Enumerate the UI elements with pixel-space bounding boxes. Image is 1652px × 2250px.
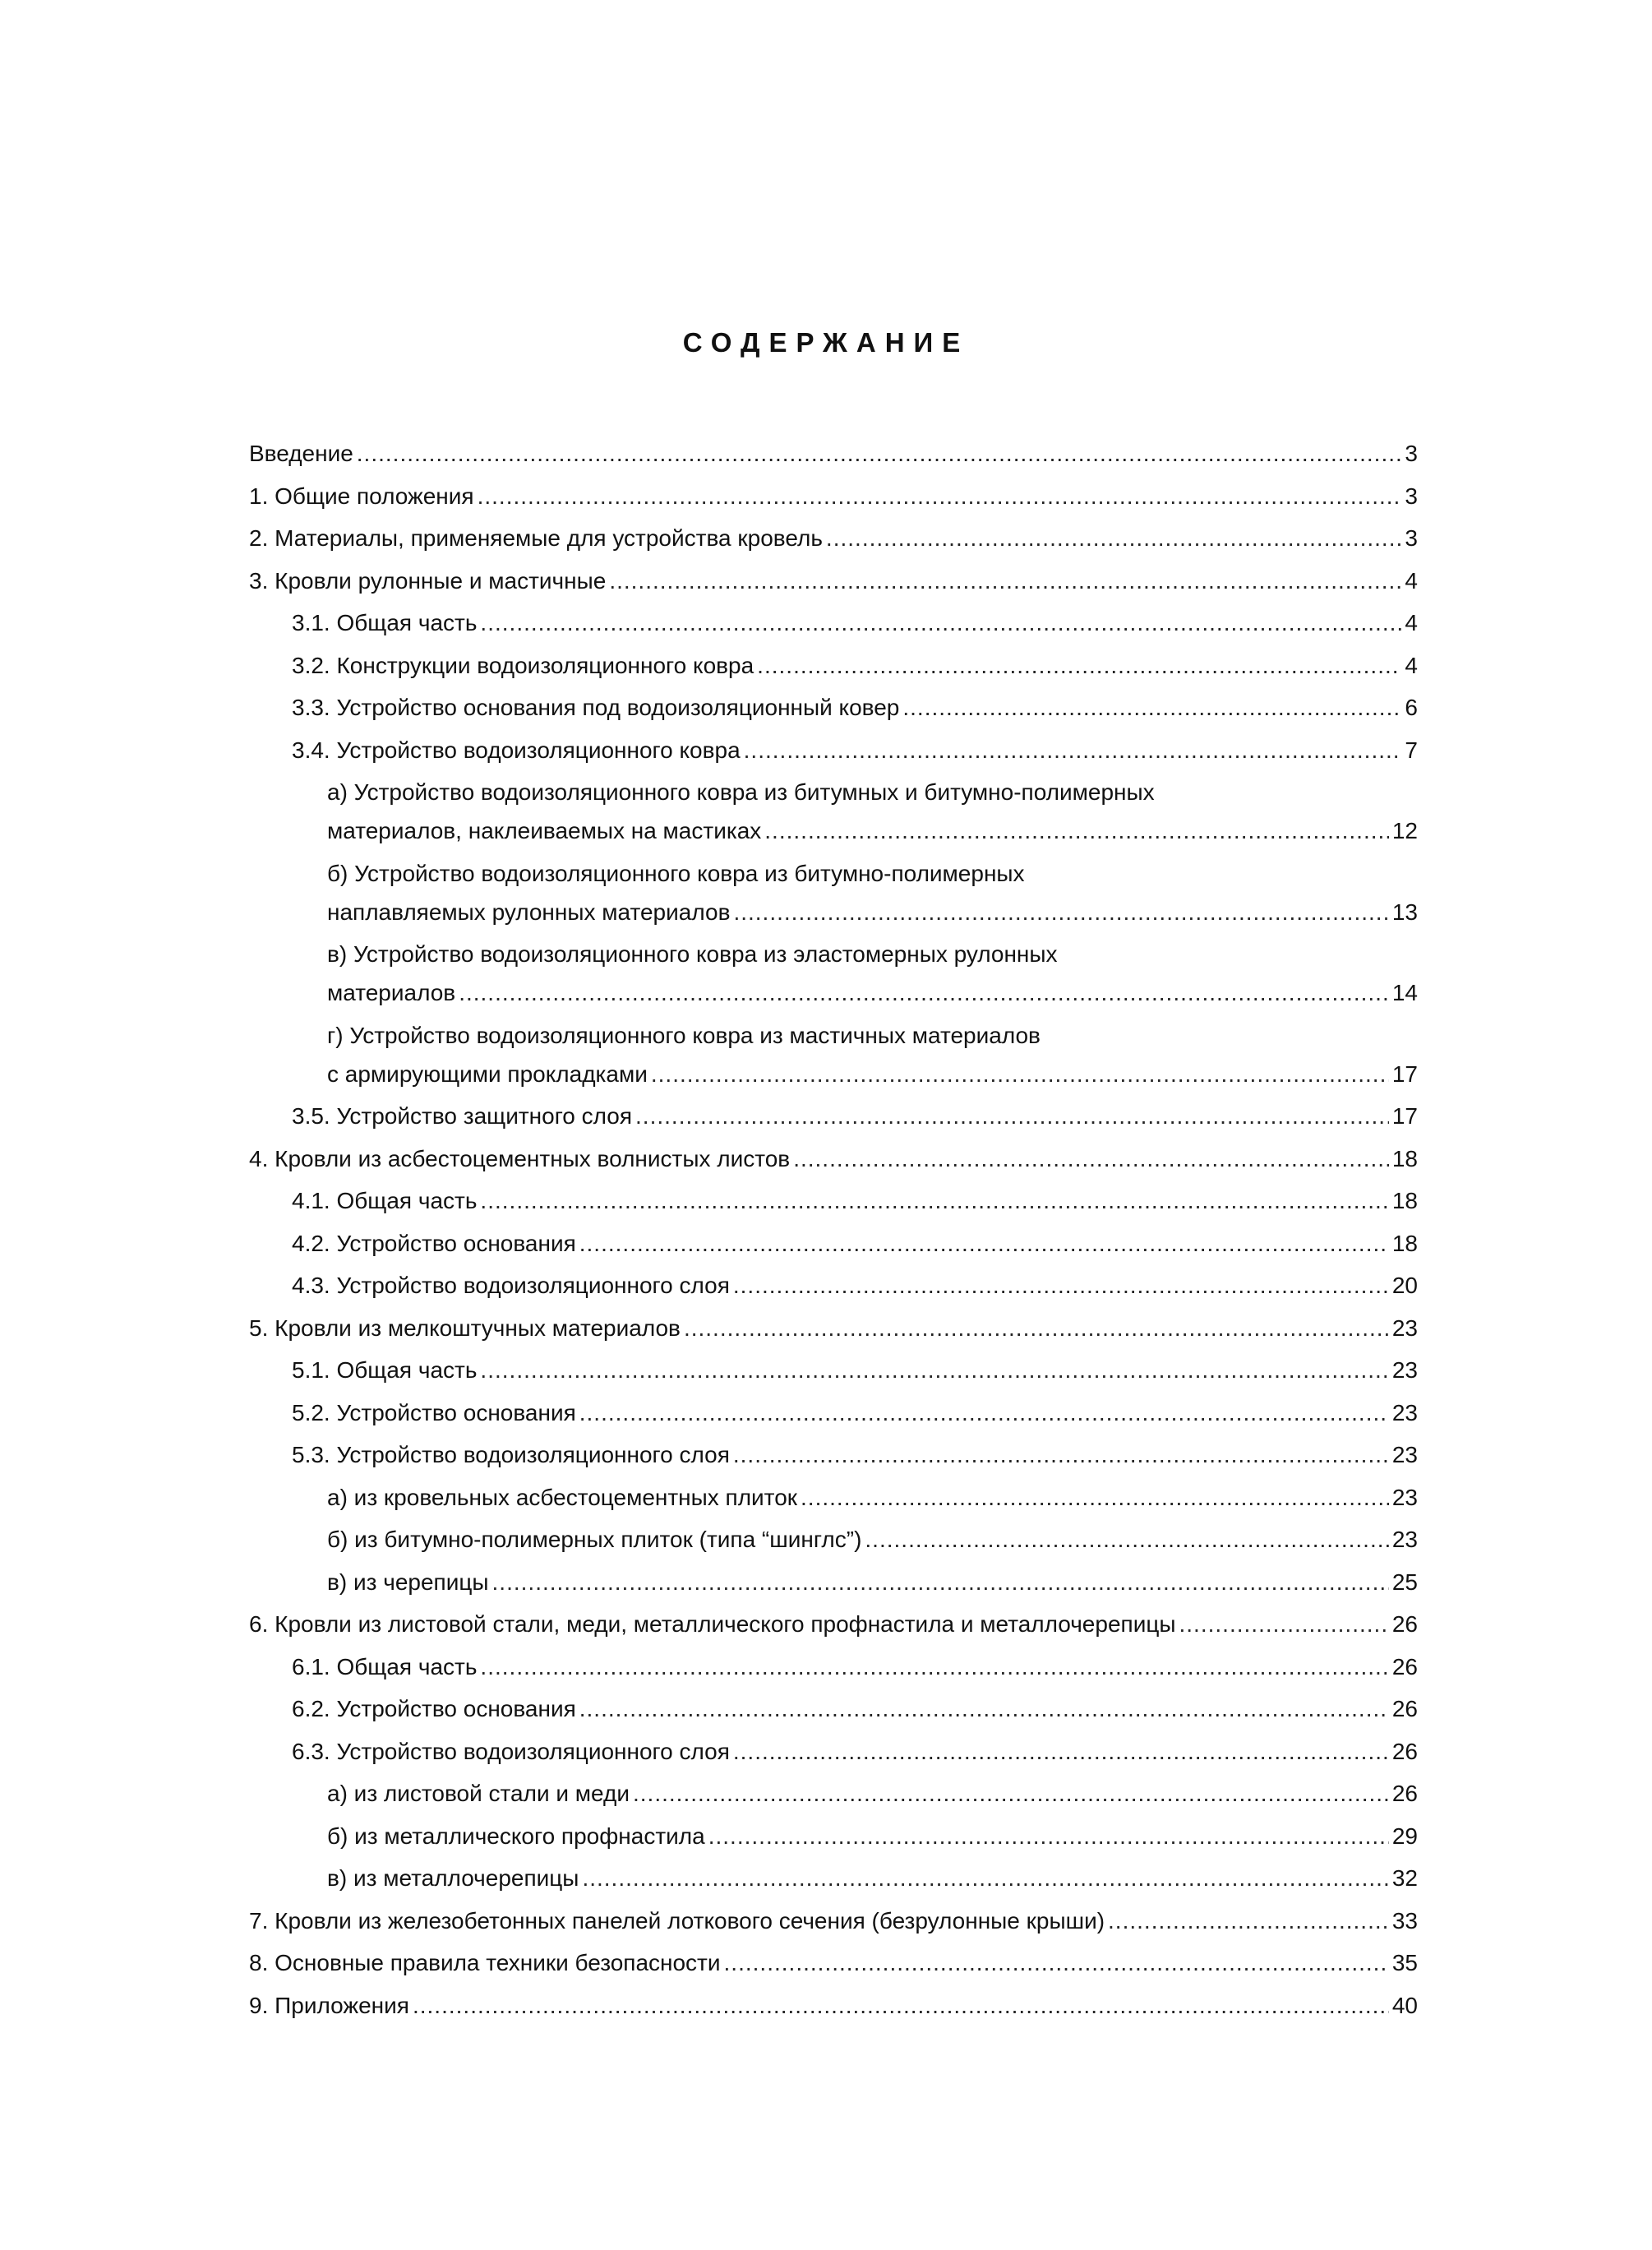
toc-entry-page-number: 32: [1391, 1865, 1418, 1891]
toc-entry-label: с армирующими прокладками: [327, 1060, 648, 1087]
toc-entry-label: в) из металлочерепицы: [327, 1865, 579, 1891]
dot-leader: [480, 1351, 1388, 1389]
toc-entry-page-number: 26: [1391, 1781, 1418, 1806]
dot-leader: [801, 1478, 1389, 1517]
toc-entry: [249, 1563, 1418, 1601]
toc-entry-label: 3.1. Общая часть: [292, 610, 478, 635]
toc-entry-page-number: 23: [1391, 1484, 1418, 1510]
toc-entry: [249, 1520, 1418, 1559]
dot-leader: [1108, 1901, 1389, 1940]
dot-leader: [826, 519, 1402, 557]
dot-leader: [579, 1689, 1389, 1728]
page-title: СОДЕРЖАНИЕ: [682, 327, 970, 358]
toc-entry: [249, 1224, 1418, 1263]
dot-leader: [724, 1943, 1389, 1982]
dot-leader: [733, 1435, 1389, 1474]
toc-entry: [249, 1817, 1418, 1855]
dot-leader: [579, 1393, 1389, 1432]
dot-leader: [708, 1817, 1389, 1855]
dot-leader: [764, 811, 1389, 850]
toc-entry-label: 5.3. Устройство водоизоляционного слоя: [292, 1442, 730, 1467]
toc-entry-label: Введение: [249, 441, 353, 466]
dot-leader: [865, 1520, 1388, 1559]
toc-entry: [249, 935, 1418, 1012]
toc-entry-label: 6.1. Общая часть: [292, 1653, 478, 1679]
toc-entry-page-number: 17: [1391, 1103, 1418, 1129]
toc-entry: [249, 1016, 1418, 1093]
toc-entry-page-number: 18: [1391, 1145, 1418, 1171]
toc-entry-label: 4.3. Устройство водоизоляционного слоя: [292, 1273, 730, 1298]
toc-entry: [249, 1774, 1418, 1813]
toc-entry-page-number: 4: [1405, 610, 1418, 635]
toc-entry-page-number: 26: [1391, 1696, 1418, 1721]
dot-leader: [733, 1266, 1389, 1305]
toc-entry-page-number: 35: [1391, 1950, 1418, 1975]
toc-entry-page-number: 18: [1391, 1188, 1418, 1213]
toc-entry-page-number: 40: [1391, 1992, 1418, 2018]
toc-entry: [249, 1901, 1418, 1940]
toc-entry-label: 3.4. Устройство водоизоляционного ковра: [292, 737, 741, 763]
toc-entry-label: а) из листовой стали и меди: [327, 1781, 630, 1806]
toc-entry-label: 5.1. Общая часть: [292, 1357, 478, 1383]
toc-entry-page-number: 25: [1391, 1569, 1418, 1595]
toc-entry: [249, 731, 1418, 769]
toc-entry-label: б) из металлического профнастила: [327, 1823, 705, 1849]
toc-entry-page-number: 23: [1391, 1314, 1418, 1341]
dot-leader: [609, 561, 1401, 600]
toc-entry-page-number: 20: [1391, 1273, 1418, 1298]
toc-entry: [249, 1943, 1418, 1982]
toc-entry-label: 8. Основные правила техники безопасности: [249, 1950, 721, 1975]
toc-entry: [249, 434, 1418, 473]
toc-entry-label-first-line: б) Устройство водоизоляционного ковра из битумно-полимерных: [327, 860, 1025, 886]
toc-entry-label: 3.5. Устройство защитного слоя: [292, 1103, 633, 1129]
toc-entry: [249, 854, 1418, 931]
toc-entry-label: материалов, наклеиваемых на мастиках: [327, 818, 762, 843]
toc-entry-page-number: 23: [1391, 1357, 1418, 1383]
toc-entry-label: наплавляемых рулонных материалов: [327, 899, 731, 925]
toc-entry: [249, 1435, 1418, 1474]
toc-entry: [249, 1309, 1418, 1347]
dot-leader: [757, 646, 1401, 685]
toc-entry-page-number: 23: [1391, 1442, 1418, 1467]
toc-entry-page-number: 23: [1391, 1399, 1418, 1425]
table-of-contents: [249, 434, 1418, 2028]
dot-leader: [684, 1309, 1389, 1347]
toc-entry: [249, 1139, 1418, 1178]
dot-leader: [793, 1139, 1389, 1178]
toc-entry-label: 3.2. Конструкции водоизоляционного ковра: [292, 652, 754, 678]
dot-leader: [582, 1859, 1388, 1897]
dot-leader: [579, 1224, 1389, 1263]
toc-entry-page-number: 4: [1405, 567, 1418, 594]
dot-leader: [413, 1986, 1389, 2025]
dot-leader: [480, 1181, 1388, 1220]
toc-entry-page-number: 26: [1391, 1653, 1418, 1679]
toc-entry-page-number: 7: [1405, 737, 1418, 763]
toc-entry: [249, 773, 1418, 850]
toc-entry-label: материалов: [327, 980, 456, 1005]
toc-entry-label: 6. Кровли из листовой стали, меди, металлического профнастила и металлочерепицы: [249, 1611, 1176, 1637]
toc-entry-page-number: 26: [1391, 1738, 1418, 1764]
toc-entry-label: 4.2. Устройство основания: [292, 1230, 576, 1256]
dot-leader: [733, 1732, 1389, 1771]
dot-leader: [459, 973, 1389, 1012]
dot-leader: [357, 434, 1402, 473]
toc-entry: [249, 1097, 1418, 1135]
toc-entry-page-number: 23: [1391, 1527, 1418, 1552]
dot-leader: [480, 1647, 1388, 1686]
toc-entry-label-first-line: г) Устройство водоизоляционного ковра из мастичных материалов: [327, 1022, 1041, 1048]
toc-entry-label: 9. Приложения: [249, 1992, 409, 2018]
toc-entry-page-number: 3: [1405, 483, 1418, 509]
toc-entry: [249, 1605, 1418, 1643]
dot-leader: [744, 731, 1402, 769]
toc-entry-page-number: 12: [1391, 818, 1418, 843]
dot-leader: [480, 603, 1401, 642]
dot-leader: [635, 1097, 1389, 1135]
toc-entry-page-number: 3: [1405, 441, 1418, 466]
toc-entry-page-number: 3: [1405, 525, 1418, 551]
dot-leader: [633, 1774, 1389, 1813]
toc-entry-page-number: 13: [1391, 899, 1418, 925]
dot-leader: [492, 1563, 1389, 1601]
toc-entry-label: 4.1. Общая часть: [292, 1188, 478, 1213]
toc-entry: [249, 1859, 1418, 1897]
dot-leader: [478, 477, 1402, 515]
toc-entry-label-first-line: а) Устройство водоизоляционного ковра из битумных и битумно-полимерных: [327, 779, 1155, 805]
toc-entry: [249, 1351, 1418, 1389]
toc-entry-label: 6.2. Устройство основания: [292, 1696, 576, 1721]
toc-entry-line: [327, 811, 1418, 850]
toc-entry-label: 6.3. Устройство водоизоляционного слоя: [292, 1738, 730, 1764]
toc-entry-line: [327, 893, 1418, 931]
toc-entry-page-number: 4: [1405, 652, 1418, 678]
toc-entry-line: [327, 1055, 1418, 1093]
toc-entry: [249, 1647, 1418, 1686]
toc-entry-label: 5. Кровли из мелкоштучных материалов: [249, 1314, 681, 1341]
toc-entry-page-number: 14: [1391, 980, 1418, 1005]
toc-entry-label: 4. Кровли из асбестоцементных волнистых листов: [249, 1145, 791, 1171]
toc-entry-label: 5.2. Устройство основания: [292, 1399, 576, 1425]
toc-entry-label: 2. Материалы, применяемые для устройства кровель: [249, 525, 823, 551]
dot-leader: [1179, 1605, 1389, 1643]
toc-entry: [249, 646, 1418, 685]
toc-entry: [249, 477, 1418, 515]
dot-leader: [733, 893, 1388, 931]
toc-entry: [249, 519, 1418, 557]
dot-leader: [651, 1055, 1389, 1093]
toc-entry-page-number: 6: [1405, 695, 1418, 720]
dot-leader: [902, 688, 1401, 727]
toc-entry-label: в) из черепицы: [327, 1569, 489, 1595]
toc-entry: [249, 1266, 1418, 1305]
toc-entry-label-first-line: в) Устройство водоизоляционного ковра из эластомерных рулонных: [327, 941, 1058, 967]
toc-entry: [249, 1181, 1418, 1220]
toc-entry: [249, 1689, 1418, 1728]
toc-entry-page-number: 26: [1391, 1611, 1418, 1637]
toc-entry-page-number: 33: [1391, 1907, 1418, 1934]
toc-entry-page-number: 18: [1391, 1230, 1418, 1256]
toc-entry: [249, 1478, 1418, 1517]
toc-entry-label: 3.3. Устройство основания под водоизоляционный ковер: [292, 695, 900, 720]
toc-entry-label: а) из кровельных асбестоцементных плиток: [327, 1484, 798, 1510]
toc-entry: [249, 1732, 1418, 1771]
toc-entry-label: 1. Общие положения: [249, 483, 474, 509]
toc-entry: [249, 561, 1418, 600]
toc-entry: [249, 1393, 1418, 1432]
toc-entry-page-number: 17: [1391, 1060, 1418, 1087]
toc-entry-page-number: 29: [1391, 1823, 1418, 1849]
toc-entry: [249, 688, 1418, 727]
toc-entry-label: б) из битумно-полимерных плиток (типа “шинглс”): [327, 1527, 862, 1552]
toc-entry-line: [327, 973, 1418, 1012]
toc-entry: [249, 1986, 1418, 2025]
toc-entry-label: 3. Кровли рулонные и мастичные: [249, 567, 607, 594]
toc-entry-label: 7. Кровли из железобетонных панелей лоткового сечения (безрулонные крыши): [249, 1907, 1105, 1934]
toc-entry: [249, 603, 1418, 642]
